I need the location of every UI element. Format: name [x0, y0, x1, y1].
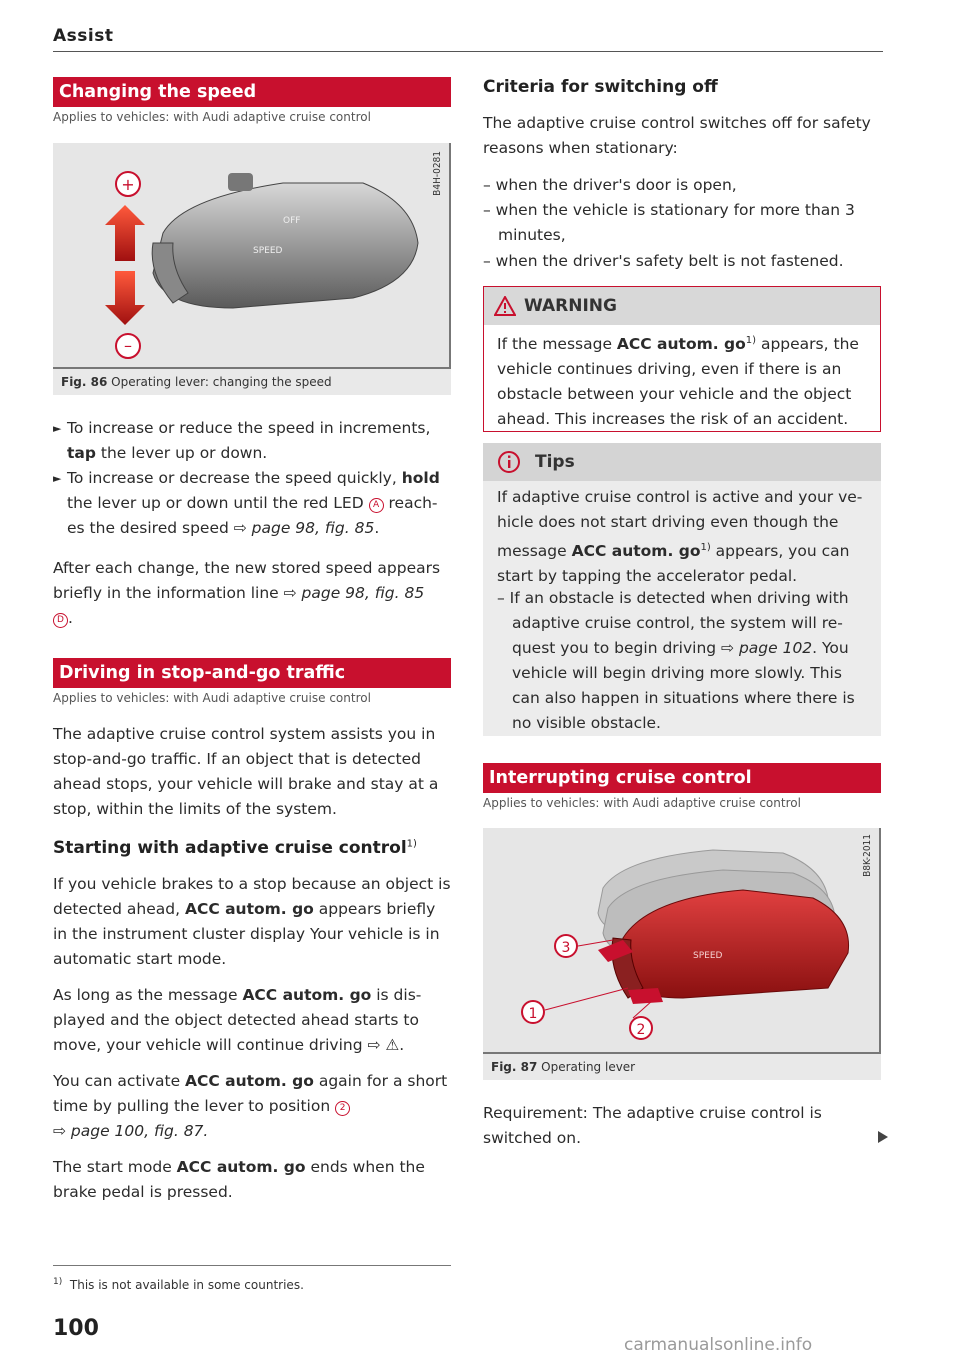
warning-link[interactable]: ⇨ ⚠. [367, 1036, 405, 1054]
continue-arrow-icon [878, 1131, 888, 1143]
position-2-label: 2 [636, 1022, 646, 1038]
page-number: 100 [53, 1316, 99, 1341]
section-title-stop-and-go: Driving in stop-and-go traffic [53, 658, 451, 688]
bullet-tap: ► To increase or reduce the speed in increments, tap the lever up or down. [53, 416, 453, 466]
heading-starting-acc: Starting with adaptive cruise control$^{1)}$ [53, 838, 417, 858]
figure-87 [483, 828, 881, 1080]
section-title-changing-speed: Changing the speed [53, 77, 451, 107]
page-link[interactable]: ⇨ page 102 [721, 639, 813, 657]
callout-2-icon: 2 [335, 1101, 350, 1116]
heading-criteria: Criteria for switching off [483, 77, 718, 97]
figure-caption [491, 1060, 635, 1074]
figure-86 [53, 143, 451, 395]
position-3-label: 3 [561, 940, 571, 956]
arrow-down-icon [105, 271, 145, 325]
plus-icon-label: + [121, 175, 135, 194]
figure-86-image [53, 143, 451, 369]
applies-note: Applies to vehicles: with Audi adaptive cruise control [483, 796, 801, 810]
lever-illustration-positions [483, 828, 879, 1052]
page-link[interactable]: ⇨ page 100, fig. 87. [53, 1122, 209, 1140]
position-1-label: 1 [528, 1006, 538, 1022]
figure-caption-text: Operating lever [541, 1060, 636, 1074]
warning-triangle-icon [494, 296, 516, 316]
lever-print-off: OFF [283, 216, 301, 226]
paragraph-requirement: Requirement: The adaptive cruise control is switched on. [483, 1104, 822, 1147]
paragraph-stop-and-go: The adaptive cruise control system assists you in stop-and-go traffic. If an object that is detected ahead stops, your vehicle will brake and stay at a stop, within the limits of the system. [53, 725, 439, 818]
tips-title: Tips [535, 452, 575, 472]
leader-line-1 [545, 988, 628, 1010]
arrow-forward-icon [628, 988, 663, 1004]
paragraph-brakes-to-stop: If you vehicle brakes to a stop because an object is detected ahead, ACC autom. go appears briefly in the instrument cluster display Your vehicle is in automatic start mode. [53, 875, 451, 968]
warning-header [484, 287, 880, 325]
applies-note: Applies to vehicles: with Audi adaptive cruise control [53, 110, 371, 124]
lever-knob [228, 173, 253, 191]
list-item: – when the driver's door is open, [483, 176, 737, 194]
figure-87-image [483, 828, 881, 1054]
callout-a-icon: A [369, 498, 384, 513]
figure-label: Fig. 86 [61, 375, 108, 389]
lever-print-speed: SPEED [693, 951, 723, 961]
paragraph-as-long-as: As long as the message ACC autom. go is dis-played and the object detected ahead starts to move, your vehicle will continue driving ⇨ ⚠. [53, 986, 422, 1054]
figure-code: B8K-2011 [862, 834, 873, 877]
bullet-arrow-icon: ► [53, 422, 62, 435]
minus-icon-label: – [124, 336, 132, 355]
page-link[interactable]: ⇨ page 98, fig. 85 [283, 584, 425, 602]
warning-text: If the message ACC autom. $go^{1)}$ appears, the vehicle continues driving, even if there is an obstacle between your vehicle and the object ahead. This increases the risk of an accident. [497, 335, 859, 429]
tips-text: If adaptive cruise control is active and your ve-hicle does not start driving even though the message ACC autom. $go^{1)}$ appears, you can start by tapping the accelerator pedal. [497, 488, 863, 586]
header-rule [53, 51, 883, 52]
tips-list-item: – If an obstacle is detected when driving with adaptive cruise control, the system will re-quest you to begin driving ⇨ page 102. You vehicle will begin driving more slowly. This can also happen in situations where there is no visible obstacle. [497, 589, 855, 732]
figure-caption [61, 375, 332, 389]
tips-header [483, 443, 881, 481]
footnote: $^{1)}$ This is not available in some countries. [53, 1277, 304, 1292]
paragraph-activate-again: You can activate ACC autom. go again for a short time by pulling the lever to position 2 ⇨ page 100, fig. 87. [53, 1072, 448, 1140]
bullet-hold: ► To increase or decrease the speed quickly, hold the lever up or down until the red LED A reach-es the desired speed ⇨ page 98, fig. 85. [53, 466, 453, 541]
lever-illustration [53, 143, 449, 367]
lever-print-speed: SPEED [253, 246, 283, 256]
lever-body [153, 183, 418, 308]
arrow-up-icon [105, 205, 145, 261]
footnote-rule [53, 1265, 451, 1266]
figure-label: Fig. 87 [491, 1060, 538, 1074]
paragraph-start-mode-ends: The start mode ACC autom. go ends when the brake pedal is pressed. [53, 1158, 425, 1201]
paragraph-switches-off: The adaptive cruise control switches off for safety reasons when stationary: [483, 114, 871, 157]
list-item: – when the driver's safety belt is not fastened. [483, 252, 844, 270]
info-icon [497, 450, 521, 474]
warning-title: WARNING [524, 296, 617, 316]
section-label: Assist [53, 26, 114, 46]
figure-caption-text: Operating lever: changing the speed [111, 375, 332, 389]
paragraph-stored-speed: After each change, the new stored speed appears briefly in the information line ⇨ page 98, fig. 85 D . [53, 559, 441, 627]
section-title-interrupting: Interrupting cruise control [483, 763, 881, 793]
page-link[interactable]: ⇨ page 98, fig. 85 [233, 519, 375, 537]
figure-code: B4H-0281 [432, 151, 443, 196]
callout-d-icon: D [53, 613, 68, 628]
applies-note: Applies to vehicles: with Audi adaptive cruise control [53, 691, 371, 705]
bullet-arrow-icon: ► [53, 472, 62, 485]
warning-box [483, 286, 881, 432]
tips-box [483, 443, 881, 736]
watermark: carmanualsonline.info [624, 1335, 813, 1355]
list-item: – when the vehicle is stationary for more than 3 minutes, [483, 201, 855, 244]
